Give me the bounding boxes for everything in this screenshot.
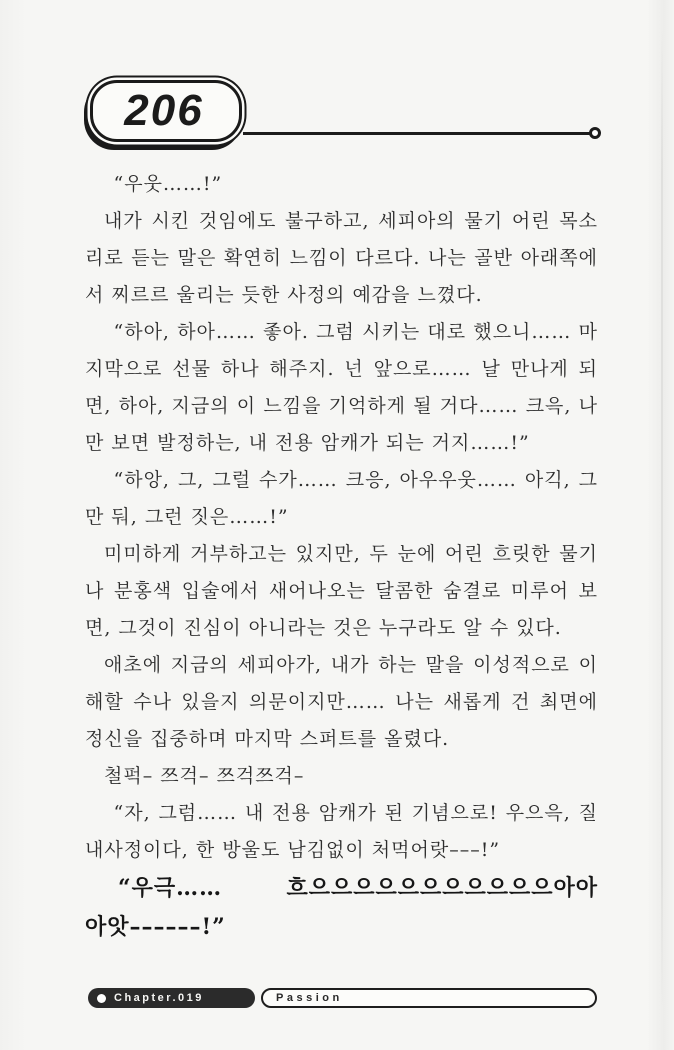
text-line: 해할 수나 있을지 의문이지만…… 나는 새롭게 건 최면에 [85,691,598,713]
text-line: 면, 하아, 지금의 이 느낌을 기억하게 될 거다…… 크윽, 나 [85,395,598,417]
page-number-badge [90,80,242,142]
text-line: 내사정이다, 한 방울도 남김없이 처먹어랏–––!” [85,839,501,861]
text-line: “우극…… 흐으으으으으으으으으으으아아 [118,875,598,901]
novel-text [85,166,598,947]
text-line: 아앗––––––!” [85,914,226,940]
text-line: 정신을 집중하며 마지막 스퍼트를 올렸다. [85,728,450,750]
text-line: “자, 그럼…… 내 전용 암캐가 된 기념으로! 우으윽, 질 [113,802,598,824]
text-line: “우웃……!” [113,173,223,195]
text-line: 나 분홍색 입술에서 새어나오는 달콤한 숨결로 미루어 보 [85,580,598,602]
chapter-badge [88,988,255,1008]
text-line: 지막으로 선물 하나 해주지. 넌 앞으로…… 날 만나게 되 [85,358,598,380]
header-rule-line [243,132,590,135]
text-line: 만 둬, 그런 짓은……!” [85,506,289,528]
chapter-dot-icon [97,994,106,1003]
text-line: 서 찌르르 울리는 듯한 사정의 예감을 느꼈다. [85,284,483,306]
section-title-badge [261,988,597,1008]
text-line: 내가 시킨 것임에도 불구하고, 세피아의 물기 어린 목소 [104,210,598,232]
text-line: 만 보면 발정하는, 내 전용 암캐가 되는 거지……!” [85,432,530,454]
page-edge-crease [661,25,663,1010]
text-line: 철퍽– 쯔걱– 쯔걱쯔걱– [104,765,305,787]
text-line: 미미하게 거부하고는 있지만, 두 눈에 어린 흐릿한 물기 [104,543,598,565]
text-line: 리로 듣는 말은 확연히 느낌이 다르다. 나는 골반 아래쪽에 [85,247,598,269]
text-line: “하앙, 그, 그럴 수가…… 크응, 아우우웃…… 아긱, 그 [113,469,598,491]
section-title-label: Passion [276,992,343,1004]
text-line: 애초에 지금의 세피아가, 내가 하는 말을 이성적으로 이 [104,654,598,676]
text-line: “하아, 하아…… 좋아. 그럼 시키는 대로 했으니…… 마 [113,321,598,343]
header-rule-end-ring-icon [589,127,601,139]
page-number: 206 [124,86,204,135]
text-line: 면, 그것이 진심이 아니라는 것은 누구라도 알 수 있다. [85,617,562,639]
chapter-label: Chapter.019 [114,992,204,1004]
